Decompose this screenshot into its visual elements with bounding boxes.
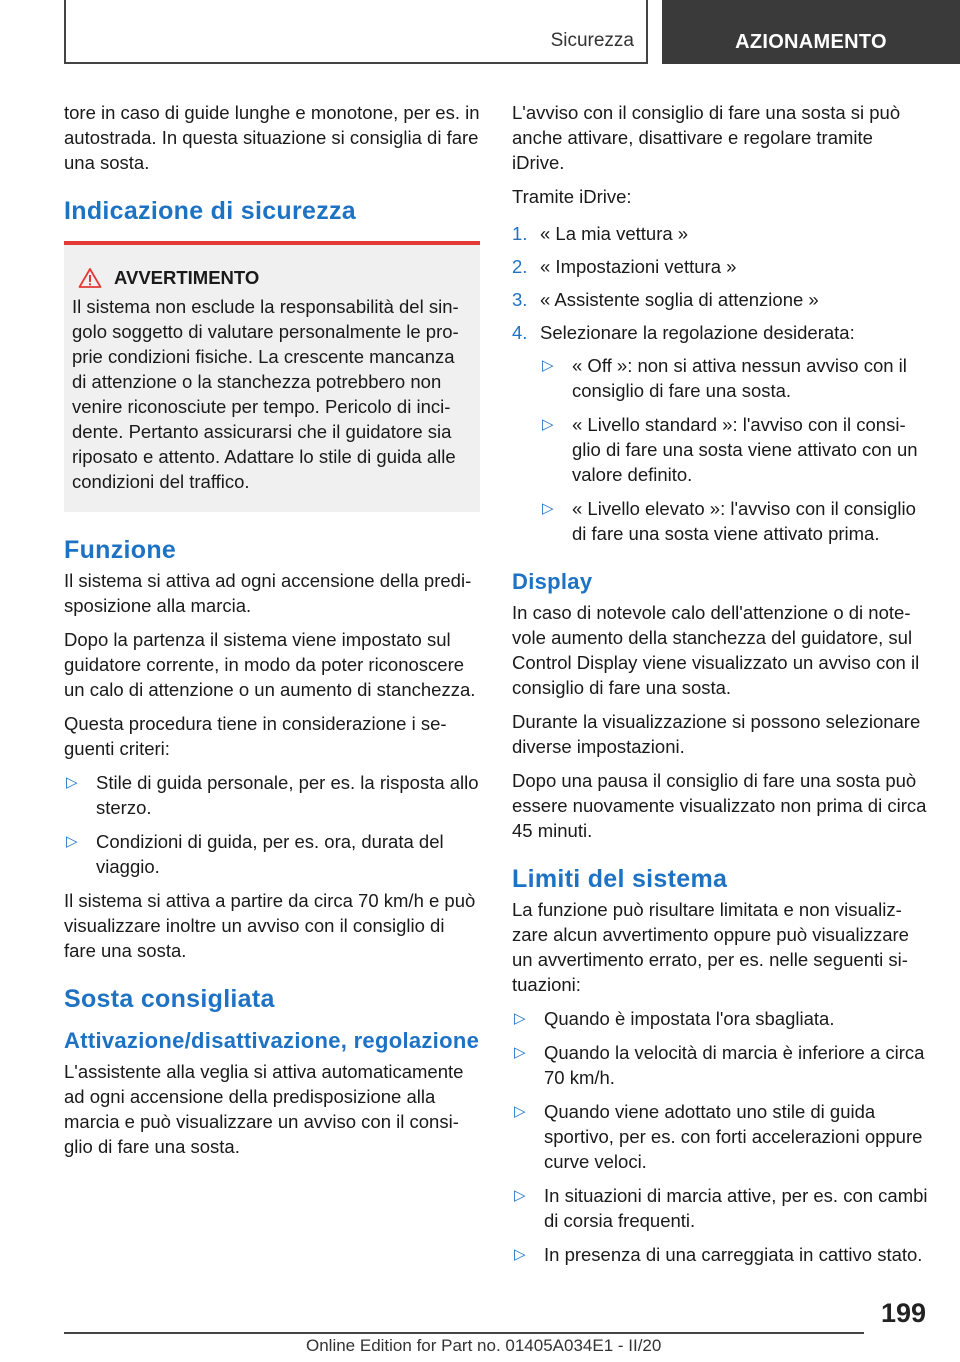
section-title: Sicurezza — [550, 30, 634, 51]
options-list — [540, 353, 928, 546]
activation-paragraph: L'assistente alla veglia si attiva automaticamente ad ogni accensione della predisposizione alla marcia e può visualizzare un avviso con il consiglio di fare una sosta. — [64, 1061, 464, 1157]
bullet-triangle-icon: ▷ — [514, 1044, 526, 1061]
page-number: 199 — [880, 1298, 926, 1328]
function-paragraph-2: Dopo la partenza il sistema viene impostato sul guidatore corrente, in modo da poter riconoscere un calo di attenzione o un aumento di stanchezza. — [64, 629, 476, 700]
steps-list — [512, 221, 928, 345]
activation-heading: Attivazione/disattivazione, regolazione — [64, 1028, 480, 1053]
safety-heading: Indicazione di sicurezza — [64, 197, 357, 225]
warning-text: Il sistema non esclude la responsabilità del singolo soggetto di valutare personalmente le proprie condizioni fisiche. La crescente mancanza di attenzione o la stanchezza potrebbero non venire riconosciute per tempo. Pericolo di incidente. Pertanto assicurarsi che il guidatore sia riposato e attento. Adattare lo stile di guida alle condizioni del traffico. — [72, 296, 459, 492]
limits-paragraph: La funzione può risultare limitata e non visualizzare alcun avvertimento oppure può visualizzare un avvertimento errato, per es. nelle seguenti situazioni: — [512, 899, 909, 995]
display-heading: Display — [512, 569, 593, 594]
list-item: ▷ In presenza di una carreggiata in cattivo stato. — [514, 1244, 923, 1265]
bullet-triangle-icon: ▷ — [66, 774, 78, 791]
idrive-paragraph: L'avviso con il consiglio di fare una sosta si può anche attivare, disattivare e regolare tramite iDrive. — [512, 102, 901, 173]
display-paragraph-3: Dopo una pausa il consiglio di fare una sosta può essere nuovamente visualizzato non prima di circa 45 minuti. — [512, 770, 927, 841]
list-item: 4. Selezionare la regolazione desiderata: — [512, 322, 855, 343]
display-paragraph-1: In caso di notevole calo dell'attenzione o di notevole aumento della stanchezza del guidatore, sul Control Display viene visualizzato un avviso con il consiglio di fare una sosta. — [512, 602, 920, 698]
intro-paragraph: tore in caso di guide lunghe e monotone, per es. in autostrada. In questa situazione si consiglia di fare una sosta. — [64, 102, 480, 173]
bullet-triangle-icon: ▷ — [514, 1187, 526, 1204]
bullet-triangle-icon: ▷ — [542, 500, 554, 517]
bullet-triangle-icon: ▷ — [542, 416, 554, 433]
bullet-triangle-icon: ▷ — [514, 1010, 526, 1027]
function-paragraph-1: Il sistema si attiva ad ogni accensione della predisposizione alla marcia. — [64, 570, 472, 616]
list-item: ▷ Quando è impostata l'ora sbagliata. — [514, 1008, 835, 1029]
right-column — [512, 100, 928, 1276]
warning-header — [72, 265, 472, 290]
criteria-list — [64, 770, 480, 879]
list-item: ▷ Condizioni di guida, per es. ora, durata del viaggio. — [66, 831, 444, 877]
display-paragraph-2: Durante la visualizzazione si possono selezionare diverse impostazioni. — [512, 711, 921, 757]
bullet-triangle-icon: ▷ — [542, 357, 554, 374]
function-paragraph-3: Questa procedura tiene in considerazione i seguenti criteri: — [64, 713, 447, 759]
list-item: ▷ « Off »: non si attiva nessun avviso con il consiglio di fare una sosta. — [542, 355, 907, 401]
list-item: ▷ « Livello elevato »: l'avviso con il consiglio di fare una sosta viene attivato prima. — [542, 498, 916, 544]
list-item: 3. « Assistente soglia di attenzione » — [512, 289, 819, 310]
footer-rule — [64, 1332, 864, 1334]
list-item: 2. « Impostazioni vettura » — [512, 256, 737, 277]
idrive-intro: Tramite iDrive: — [512, 186, 632, 207]
warning-title: AVVERTIMENTO — [114, 267, 260, 288]
left-column — [64, 100, 480, 1168]
bullet-triangle-icon: ▷ — [514, 1246, 526, 1263]
list-item: ▷ « Livello standard »: l'avviso con il consiglio di fare una sosta viene attivato con un valore definito. — [542, 414, 918, 485]
function-paragraph-4: Il sistema si attiva a partire da circa 70 km/h e può visualizzare inoltre un avviso con il consiglio di fare una sosta. — [64, 890, 476, 961]
warning-triangle-icon — [78, 267, 102, 289]
list-item: ▷ In situazioni di marcia attive, per es. con cambi di corsia frequenti. — [514, 1185, 928, 1231]
rest-heading: Sosta consigliata — [64, 985, 275, 1013]
bullet-triangle-icon: ▷ — [66, 833, 78, 850]
list-item: ▷ Stile di guida personale, per es. la risposta allo sterzo. — [66, 772, 479, 818]
warning-box — [64, 245, 480, 512]
function-heading: Funzione — [64, 536, 177, 564]
list-item: ▷ Quando viene adottato uno stile di guida sportivo, per es. con forti accelerazioni oppure curve veloci. — [514, 1101, 923, 1172]
chapter-tab: AZIONAMENTO — [662, 0, 960, 64]
edition-footer: Online Edition for Part no. 01405A034E1 - II/20 — [306, 1336, 662, 1355]
bullet-triangle-icon: ▷ — [514, 1103, 526, 1120]
header-section-box — [64, 0, 648, 64]
limits-heading: Limiti del sistema — [512, 865, 728, 893]
list-item: 1. « La mia vettura » — [512, 223, 689, 244]
list-item: ▷ Quando la velocità di marcia è inferiore a circa 70 km/h. — [514, 1042, 925, 1088]
limits-list — [512, 1006, 928, 1267]
